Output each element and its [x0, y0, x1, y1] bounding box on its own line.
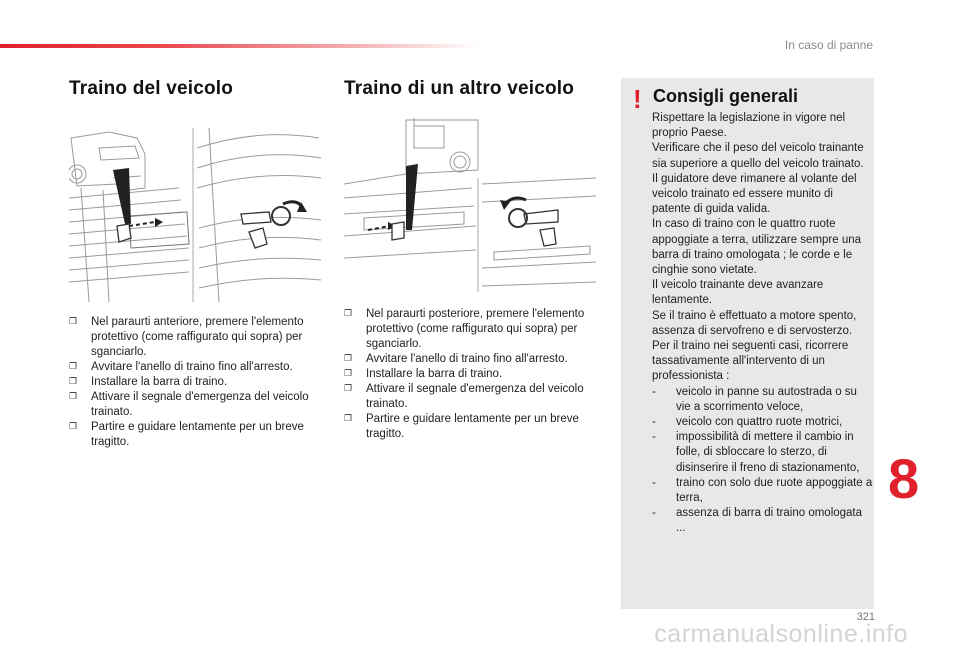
list-item: ❐ Nel paraurti posteriore, premere l'elemento protettivo (come raffigurato qui sopra) per sganciarlo.	[344, 308, 585, 350]
list-item: ❐ Partire e guidare lentamente per un breve tragitto.	[69, 421, 304, 448]
list-item: ❐ Avvitare l'anello di traino fino all'arresto.	[69, 361, 293, 373]
chapter-number: 8	[888, 447, 920, 510]
warning-exclamation-icon: !	[633, 84, 642, 114]
chapter-title: In caso di panne	[784, 38, 873, 52]
rear-section-title: Traino di un altro veicolo	[344, 78, 575, 99]
advice-paragraph: Il veicolo trainante deve avanzare lentamente.	[652, 279, 824, 307]
checkbox-bullet-icon: ❐	[69, 317, 78, 327]
checkbox-bullet-icon: ❐	[344, 354, 353, 364]
header-accent-bar	[0, 44, 480, 48]
front-towing-illustration	[69, 128, 323, 302]
advice-paragraph: Per il traino nei seguenti casi, ricorrere tassativamente all'intervento di un professionista :	[652, 340, 849, 383]
advice-paragraph: Rispettare la legislazione in vigore nel proprio Paese.	[652, 112, 846, 140]
rear-towing-illustration	[344, 118, 598, 292]
checkbox-bullet-icon: ❐	[69, 392, 78, 402]
list-item: ❐ Attivare il segnale d'emergenza del veicolo trainato.	[69, 391, 309, 418]
professional-cases-list	[652, 385, 874, 537]
list-item: ❐ Installare la barra di traino.	[344, 368, 503, 380]
list-item: ❐ Avvitare l'anello di traino fino all'arresto.	[344, 353, 568, 365]
list-item: - assenza di barra di traino omologata ...	[652, 507, 863, 535]
list-item: - veicolo in panne su autostrada o su vie a scorrimento veloce,	[652, 385, 857, 413]
page-number: 321	[856, 611, 875, 623]
list-item: ❐ Attivare il segnale d'emergenza del veicolo trainato.	[344, 383, 584, 410]
checkbox-bullet-icon: ❐	[344, 384, 353, 394]
checkbox-bullet-icon: ❐	[69, 422, 78, 432]
advice-paragraph: In caso di traino con le quattro ruote appoggiate a terra, utilizzare sempre una barra di traino omologata ; le corde e le cinghie sono vietate.	[652, 218, 862, 277]
checkbox-bullet-icon: ❐	[69, 377, 78, 387]
advice-title: Consigli generali	[653, 86, 799, 106]
general-advice-panel	[621, 78, 874, 609]
advice-paragraph: Verificare che il peso del veicolo trainante sia superiore a quello del veicolo trainato.	[652, 142, 864, 170]
list-item: - impossibilità di mettere il cambio in folle, di sbloccare lo sterzo, di disinserire il freno di stazionamento,	[652, 431, 860, 474]
advice-paragraph: Il guidatore deve rimanere al volante del veicolo trainato ed essere munito di patente di guida valida.	[652, 172, 857, 216]
checkbox-bullet-icon: ❐	[344, 369, 353, 379]
list-item: ❐ Nel paraurti anteriore, premere l'elemento protettivo (come raffigurato qui sopra) per sganciarlo.	[69, 316, 304, 358]
list-item: - veicolo con quattro ruote motrici,	[652, 416, 843, 429]
rear-steps-list	[344, 307, 599, 442]
advice-body	[652, 111, 874, 537]
checkbox-bullet-icon: ❐	[344, 309, 353, 319]
front-steps-list	[69, 315, 324, 450]
list-item: - traino con solo due ruote appoggiate a terra,	[652, 476, 873, 505]
checkbox-bullet-icon: ❐	[69, 362, 78, 372]
checkbox-bullet-icon: ❐	[344, 414, 353, 424]
watermark: carmanualsonline.info	[654, 620, 908, 648]
list-item: ❐ Installare la barra di traino.	[69, 376, 228, 388]
advice-paragraph: Se il traino è effettuato a motore spento, assenza di servofreno e di servosterzo.	[652, 309, 857, 337]
front-section-title: Traino del veicolo	[69, 78, 234, 99]
list-item: ❐ Partire e guidare lentamente per un breve tragitto.	[344, 413, 579, 440]
